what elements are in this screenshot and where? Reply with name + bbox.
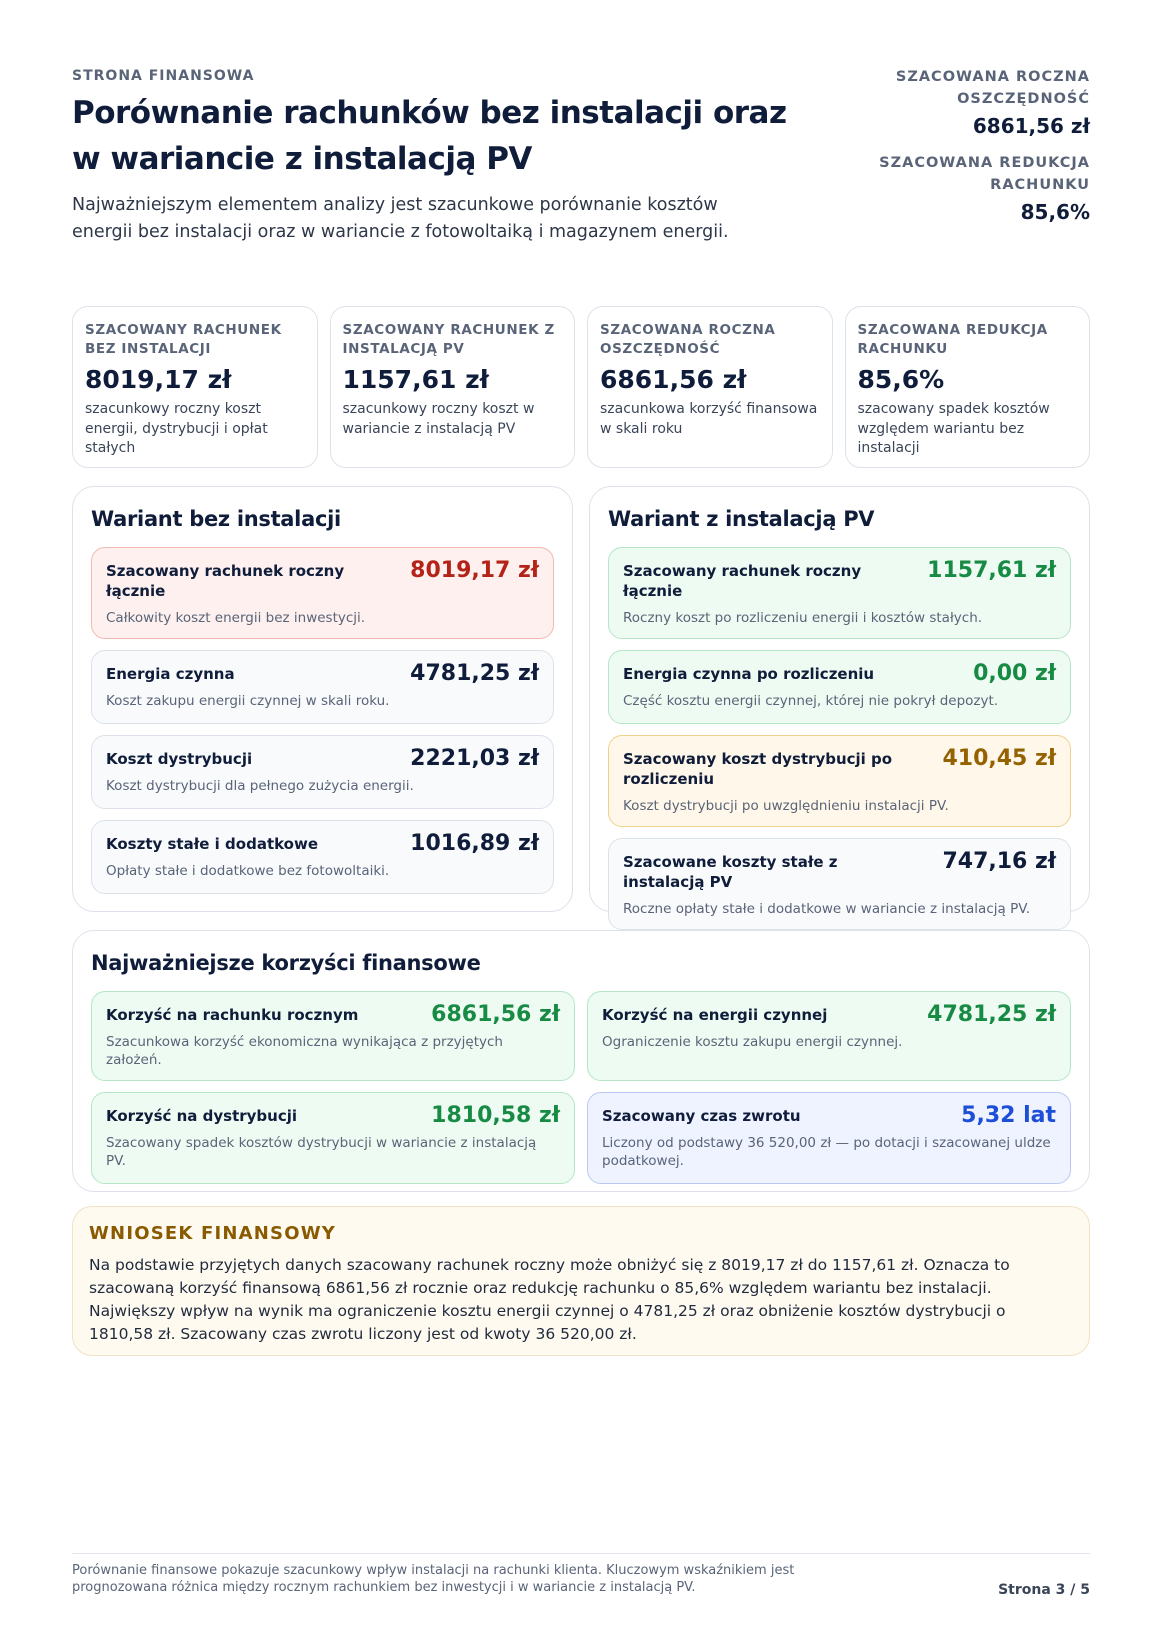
benefit-card bbox=[587, 991, 1071, 1081]
conclusion-title: WNIOSEK FINANSOWY bbox=[89, 1223, 336, 1244]
header-stats bbox=[860, 66, 1090, 238]
row-value: 4781,25 zł bbox=[410, 661, 539, 686]
page-header bbox=[72, 68, 1090, 268]
benefits-grid bbox=[91, 991, 1071, 1184]
cost-row bbox=[91, 820, 554, 894]
cost-row-total bbox=[608, 547, 1071, 639]
row-desc: Roczne opłaty stałe i dodatkowe w wariancie z instalacją PV. bbox=[623, 901, 1030, 917]
row-value: 6861,56 zł bbox=[431, 1002, 560, 1027]
header-stat-label: SZACOWANA ROCZNA OSZCZĘDNOŚĆ bbox=[895, 69, 1090, 107]
row-value: 5,32 lat bbox=[961, 1103, 1056, 1128]
row-title: Szacowany rachunek roczny łącznie bbox=[623, 562, 862, 600]
row-desc: Opłaty stałe i dodatkowe bez fotowoltaiki. bbox=[106, 863, 390, 879]
row-value: 2221,03 zł bbox=[410, 746, 539, 771]
stat-card-value: 6861,56 zł bbox=[600, 365, 747, 394]
page bbox=[72, 68, 1090, 1343]
page-footer bbox=[72, 1553, 1090, 1596]
page-title: Porównanie rachunków bez instalacji oraz w wariancie z instalacją PV bbox=[72, 95, 787, 177]
header-stat-value: 85,6% bbox=[1020, 200, 1090, 224]
page-number: Strona 3 / 5 bbox=[998, 1582, 1090, 1598]
row-desc: Szacunkowa korzyść ekonomiczna wynikająca z przyjętych założeń. bbox=[106, 1034, 503, 1068]
cost-row bbox=[608, 838, 1071, 930]
stat-card bbox=[72, 306, 318, 468]
header-stat-value: 6861,56 zł bbox=[972, 114, 1090, 138]
header-stat-label: SZACOWANA REDUKCJA RACHUNKU bbox=[879, 155, 1090, 193]
footer-text: Porównanie finansowe pokazuje szacunkowy wpływ instalacji na rachunki klienta. Kluczowym wskaźnikiem jest prognozowana różnica między rocznym rachunkiem bez inwestycji i w wariancie z instalacją PV. bbox=[72, 1563, 795, 1595]
stat-card-label: SZACOWANY RACHUNEK Z INSTALACJĄ PV bbox=[342, 322, 555, 357]
row-title: Korzyść na energii czynnej bbox=[602, 1006, 828, 1024]
row-title: Korzyść na rachunku rocznym bbox=[106, 1006, 359, 1024]
row-value: 410,45 zł bbox=[942, 746, 1056, 771]
row-desc: Liczony od podstawy 36 520,00 zł — po dotacji i szacowanej uldze podatkowej. bbox=[602, 1135, 1051, 1169]
cost-row bbox=[608, 650, 1071, 724]
panel-title: Najważniejsze korzyści finansowe bbox=[91, 951, 481, 975]
stat-card-value: 1157,61 zł bbox=[342, 365, 489, 394]
row-title: Szacowane koszty stałe z instalacją PV bbox=[623, 853, 838, 891]
cost-row-total bbox=[91, 547, 554, 639]
row-desc: Szacowany spadek kosztów dystrybucji w wariancie z instalacją PV. bbox=[106, 1135, 537, 1169]
stat-cards bbox=[72, 306, 1090, 468]
stat-card-desc: szacunkowy roczny koszt energii, dystrybucji i opłat stałych bbox=[85, 401, 268, 456]
stat-card-desc: szacunkowy roczny koszt w wariancie z instalacją PV bbox=[342, 401, 535, 437]
row-value: 747,16 zł bbox=[942, 849, 1056, 874]
stat-card-desc: szacunkowa korzyść finansowa w skali roku bbox=[600, 401, 818, 437]
cost-row bbox=[608, 735, 1071, 827]
row-desc: Roczny koszt po rozliczeniu energii i kosztów stałych. bbox=[623, 610, 983, 626]
row-title: Energia czynna bbox=[106, 665, 235, 683]
row-title: Energia czynna po rozliczeniu bbox=[623, 665, 875, 683]
stat-card-label: SZACOWANA REDUKCJA RACHUNKU bbox=[857, 322, 1048, 357]
row-title: Szacowany koszt dystrybucji po rozliczeniu bbox=[623, 750, 893, 788]
row-value: 1157,61 zł bbox=[927, 558, 1056, 583]
row-title: Szacowany rachunek roczny łącznie bbox=[106, 562, 345, 600]
row-value: 4781,25 zł bbox=[927, 1002, 1056, 1027]
panel-title: Wariant bez instalacji bbox=[91, 507, 341, 531]
row-desc: Część kosztu energii czynnej, której nie pokrył depozyt. bbox=[623, 693, 999, 709]
row-desc: Całkowity koszt energii bez inwestycji. bbox=[106, 610, 366, 626]
row-value: 0,00 zł bbox=[973, 661, 1056, 686]
variant-panels bbox=[72, 486, 1090, 917]
conclusion-text: Na podstawie przyjętych danych szacowany rachunek roczny może obniżyć się z 8019,17 zł do 1157,61 zł. Oznacza to szacowaną korzyść finansową 6861,56 zł rocznie oraz redukcję rachunku o 85,6% względem wariantu bez instalacji. Największy wpływ na wynik ma ograniczenie kosztu energii czynnej o 4781,25 zł oraz obniżenie kosztów dystrybucji o 1810,58 zł. Szacowany czas zwrotu liczony jest od kwoty 36 520,00 zł. bbox=[89, 1256, 1010, 1343]
stat-card-value: 85,6% bbox=[857, 365, 945, 394]
row-title: Korzyść na dystrybucji bbox=[106, 1107, 298, 1125]
row-desc: Koszt zakupu energii czynnej w skali roku. bbox=[106, 693, 390, 709]
stat-card-desc: szacowany spadek kosztów względem wariantu bez instalacji bbox=[857, 401, 1050, 456]
cost-row bbox=[91, 735, 554, 809]
benefits-panel bbox=[72, 930, 1090, 1192]
row-desc: Koszt dystrybucji po uwzględnieniu instalacji PV. bbox=[623, 798, 949, 814]
benefit-card bbox=[91, 991, 575, 1081]
row-desc: Ograniczenie kosztu zakupu energii czynnej. bbox=[602, 1034, 903, 1050]
stat-card bbox=[845, 306, 1091, 468]
panel-title: Wariant z instalacją PV bbox=[608, 507, 875, 531]
benefit-card-payback bbox=[587, 1092, 1071, 1184]
stat-card bbox=[587, 306, 833, 468]
row-title: Koszt dystrybucji bbox=[106, 750, 253, 768]
stat-card bbox=[330, 306, 576, 468]
row-title: Szacowany czas zwrotu bbox=[602, 1107, 801, 1125]
benefit-card bbox=[91, 1092, 575, 1184]
row-value: 1810,58 zł bbox=[431, 1103, 560, 1128]
stat-card-label: SZACOWANY RACHUNEK BEZ INSTALACJI bbox=[85, 322, 282, 357]
row-value: 8019,17 zł bbox=[410, 558, 539, 583]
cost-row bbox=[91, 650, 554, 724]
variant-without-panel bbox=[72, 486, 573, 912]
row-desc: Koszt dystrybucji dla pełnego zużycia energii. bbox=[106, 778, 414, 794]
stat-card-label: SZACOWANA ROCZNA OSZCZĘDNOŚĆ bbox=[600, 322, 776, 357]
row-title: Koszty stałe i dodatkowe bbox=[106, 835, 319, 853]
variant-with-panel bbox=[589, 486, 1090, 917]
conclusion-box bbox=[72, 1206, 1090, 1356]
page-kicker: STRONA FINANSOWA bbox=[72, 68, 255, 84]
row-value: 1016,89 zł bbox=[410, 831, 539, 856]
stat-card-value: 8019,17 zł bbox=[85, 365, 232, 394]
page-lead: Najważniejszym elementem analizy jest szacunkowe porównanie kosztów energii bez instalacji oraz w wariancie z fotowoltaiką i magazynem energii. bbox=[72, 195, 729, 242]
